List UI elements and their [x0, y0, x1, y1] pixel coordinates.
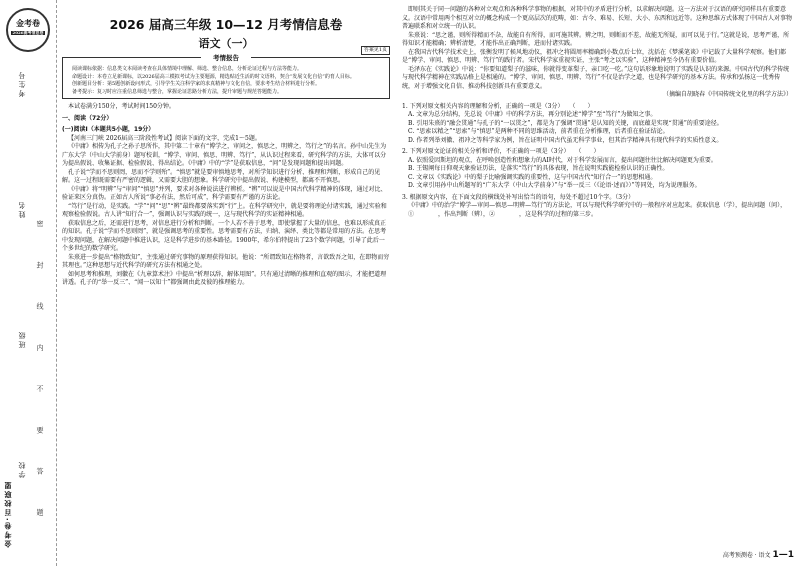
- seal-line-text: 密 封 线 内 不 要 答 题: [35, 220, 44, 532]
- passage-paragraph: 即则其关于同一问题的各种对立观点和各种科学事物的根据，对其中的矛盾进行分析，以求解决问题。这一方法对于汉语的研究同样具有重要意义。汉语中常用两个相互对立的概念构成一个更高层次的范畴，如：古今、难易、长短、大小、东西和远近等。这种思维方式体现了中国古人对事物普遍联系和对立统一的认识。: [402, 6, 793, 31]
- exam-report-box: [62, 54, 390, 99]
- passage-paragraph: 《中庸》将“明辨”与“审问”“慎思”并列，要求对各种说法进行辨析。“辨”可以说是中国古代科学精神的体现，通过对比、验证来区分真伪。正如古人所说“事必有法，然后可成”，科学需要有严谨的方法论。: [62, 185, 387, 202]
- label-name: 姓名: [18, 200, 26, 218]
- label-class: 班级: [18, 330, 26, 348]
- binding-margin: [0, 0, 57, 566]
- question-stem: 3. 根据原文内容，在下面文段的横线处补写出恰当的语句，每处不超过10个字。（3分）: [402, 193, 635, 201]
- report-line: 创新题目分析：第5题创新设问形式，引导学生关注科学家的求真精神与文化自信，要求考生结合材料进行分析。: [72, 81, 321, 88]
- answer-page-tag: 答案见1页: [361, 46, 390, 55]
- question-option: B. 王锡阐每日仰观天象验证历法，是落实“笃行”的具体表现，旨在说明实践能检验认识的正确性。: [408, 165, 669, 173]
- passage-paragraph: 毛泽东在《实践论》中说：“你要知道梨子的滋味，你就得变革梨子，亲口吃一吃。”这句话形象地说明了实践是认识的来源。中国古代的科学传统与现代科学精神在实践品格上是相通的。“博学、审问、慎思、明辨、笃行”不仅是治学之道，也是科学研究的基本方法。传承和弘扬这一优秀传统，对于增强文化自信、推动科技创新具有重要意义。: [402, 65, 790, 90]
- question-stem: 2. 下列对原文论证的相关分析和评价，不正确的一项是（3分） （ ）: [402, 148, 600, 156]
- question-option: A. 依照爱因斯坦的观点，在呼唤创造性和想象力的AI时代，对于科学发展而言，提出问题往往比解决问题更为重要。: [408, 156, 717, 164]
- left-column: [62, 6, 390, 288]
- report-line: 阅读课标依据：信息类文本阅读考查在具体情境中理解、筛选、整合信息，分析论证过程与方法等能力。: [72, 66, 303, 73]
- brand-logo: [6, 8, 50, 52]
- passage-paragraph: 在我国古代科学技术史上，张衡发明了候风地动仪，祖冲之将圆周率精确到小数点后七位，沈括在《梦溪笔谈》中记载了大量科学观察。他们都是“博学、审问、慎思、明辨、笃行”的践行者。宋代科学家重视实证，主张“考之以实验”，这种精神至今仍有重要价值。: [402, 48, 787, 65]
- question-option: C. “思索以精之”“思索”与“慎思”是两种不同的思维活动，前者重在分析推理，后者重在验证结论。: [408, 128, 669, 136]
- passage-paragraph: 孔子说“学而不思则罔，思而不学则殆”。“慎思”就是要审慎地思考，对所学知识进行分析、推理和判断，形成自己的见解。这一过程既需要有严密的逻辑，又需要大胆的想象。科学研究中提出假说、构建模型，都离不开慎思。: [62, 168, 381, 185]
- source-credit: （摘编自胡晓春《中国传统文化里的科学方法》）: [662, 91, 792, 99]
- passage-paragraph: 朱熹说：“思之谨，则所得精而不杂，故能自有所得，而可施其辨。辨之明，则断而不差，故能无所疑，而可以见于行。”这就是说，思考严谨，所得知识才能精确；辨析清楚，才能作出正确判断，进而付诸实践。: [402, 31, 790, 48]
- question-option: D. 文章引用孙中山所题写的“广东大学（中山大学前身）”与“举一反三（《论语·述而》）”等同处，均为说理服务。: [408, 182, 701, 190]
- question-option: A. 文章为总分结构，先总说《中庸》中的科学方法，再分别论述“博学”至“笃行”为做知之事。: [408, 111, 657, 119]
- footer-label: 高考预测卷 · 语文: [722, 552, 771, 560]
- logo-text: 金考卷: [16, 19, 40, 28]
- report-heading: 考情报告: [201, 54, 251, 64]
- logo-subtext: 2026高考信息卷: [12, 29, 44, 35]
- passage-paragraph: 获取信息之后，还需进行思考，对信息进行分析和判断。一个人若不善于思考，即使掌握了大量的信息，也难以形成真正的知识。孔子说“学而不思则罔”，就是强调思考的重要性。思考需要有方法，归纳、演绎、类比等都是常用的方法。在思考中发现问题，在解决问题中推进认识，这是科学进步的基本路径。1900年，希尔伯特提出了23个数学问题，引导了此后一个多世纪的数学研究。: [62, 219, 387, 253]
- passage-paragraph: 如何思考和推理，刘徽在《九章算术注》中提出“析理以辞，解体用图”。只有通过清晰的推理和直观的图示，才能把道理讲透。孔子的“举一反三”、“闻一以知十”都强调由此及彼的推理能力。: [62, 270, 387, 287]
- question-option: B. 引用朱熹的“融会贯通”与孔子的“一以贯之”，都是为了强调“贯通”是认知的关键，而底蕴是实现“贯通”的重要途径。: [408, 119, 723, 127]
- brand-name: 金考卷·百校联盟: [4, 480, 12, 548]
- exam-subtitle: 语文（一）: [198, 36, 254, 50]
- page-footer: [723, 549, 794, 562]
- material-heading: 【河南三门峡 2026届高三阶段性考试】阅读下面的文字，完成1～5题。: [68, 134, 261, 142]
- label-exam-number: 考生号: [18, 70, 26, 97]
- question-option: C. 文章以《实践论》中的梨子比喻强调实践的重要性，这与中国古代“知行合一”的思想相通。: [408, 173, 657, 181]
- page-number: 1—1: [772, 550, 794, 561]
- exam-intro: 本试卷满分150分，考试时间150分钟。: [68, 103, 175, 111]
- passage-paragraph: 《中庸》相传为孔子之孙子思所作，其中第二十章有“博学之，审问之，慎思之，明辨之，笃行之”的名言。孙中山先生为广东大学（中山大学前身）题写校训，“博学、审问、慎思、明辨、笃行”，从认识过程来看，研究科学的方法，大体可以分为提出假说、收集证据、检验假说、得出结论。《中庸》中的“学”是获取信息，“问”是发现问题和提出问题。: [62, 143, 387, 168]
- part-heading: (一)阅读Ⅰ（本题共5小题，19分）: [62, 126, 155, 134]
- right-column: [402, 6, 792, 219]
- passage-paragraph: 朱熹进一步提出“格物致知”，主张通过研究事物的原理获得知识。他说：“所谓致知在格物者，言欲致吾之知，在即物而穷其理也。”这种思想与近代科学的研究方法有相通之处。: [62, 253, 390, 270]
- label-school: 学校: [18, 460, 26, 478]
- passage-paragraph: “笃行”是行动，是实践。“学”“问”“思”“辨”最终都要落实到“行”上。在科学研究中，就是要将理论付诸实践，通过实验和观察检验假说。古人讲“知行合一”，强调认识与实践的统一，这与现代科学的实证精神相通。: [62, 202, 387, 219]
- report-line: 命题设计：本卷立足新课标，以2026届高三模拟考试为主要题源，精选贴近生活的时文语料，契合“发展文化自信”的育人目标。: [72, 73, 355, 80]
- exam-title: 2026 届高三年级 10—12 月考情信息卷: [109, 17, 343, 32]
- question-stem: 1. 下列对原文相关内容的理解和分析，正确的一项是（3分） （ ）: [402, 102, 594, 110]
- question-option: 《中庸》中的治学“博学—审问—慎思—明辨—笃行”的方法论，可以与现代科学研究中的一般程序对应起来。获取信息（学），提出问题（问），① ，作出判断（辨），② ，这是科学的过程的第三步。: [408, 202, 787, 218]
- question-option: D. 作者列举刘徽、祖冲之等科学家为例，旨在证明中国古代虽无科学事业，但其治学精神具有现代科学的实质性意义。: [408, 136, 723, 144]
- section-heading: 一、阅读（72分）: [62, 114, 113, 122]
- report-line: 备考提示：复习时应注重信息筛选与整合，掌握论证思路分析方法，提升审题与规范答题能力。: [72, 88, 283, 95]
